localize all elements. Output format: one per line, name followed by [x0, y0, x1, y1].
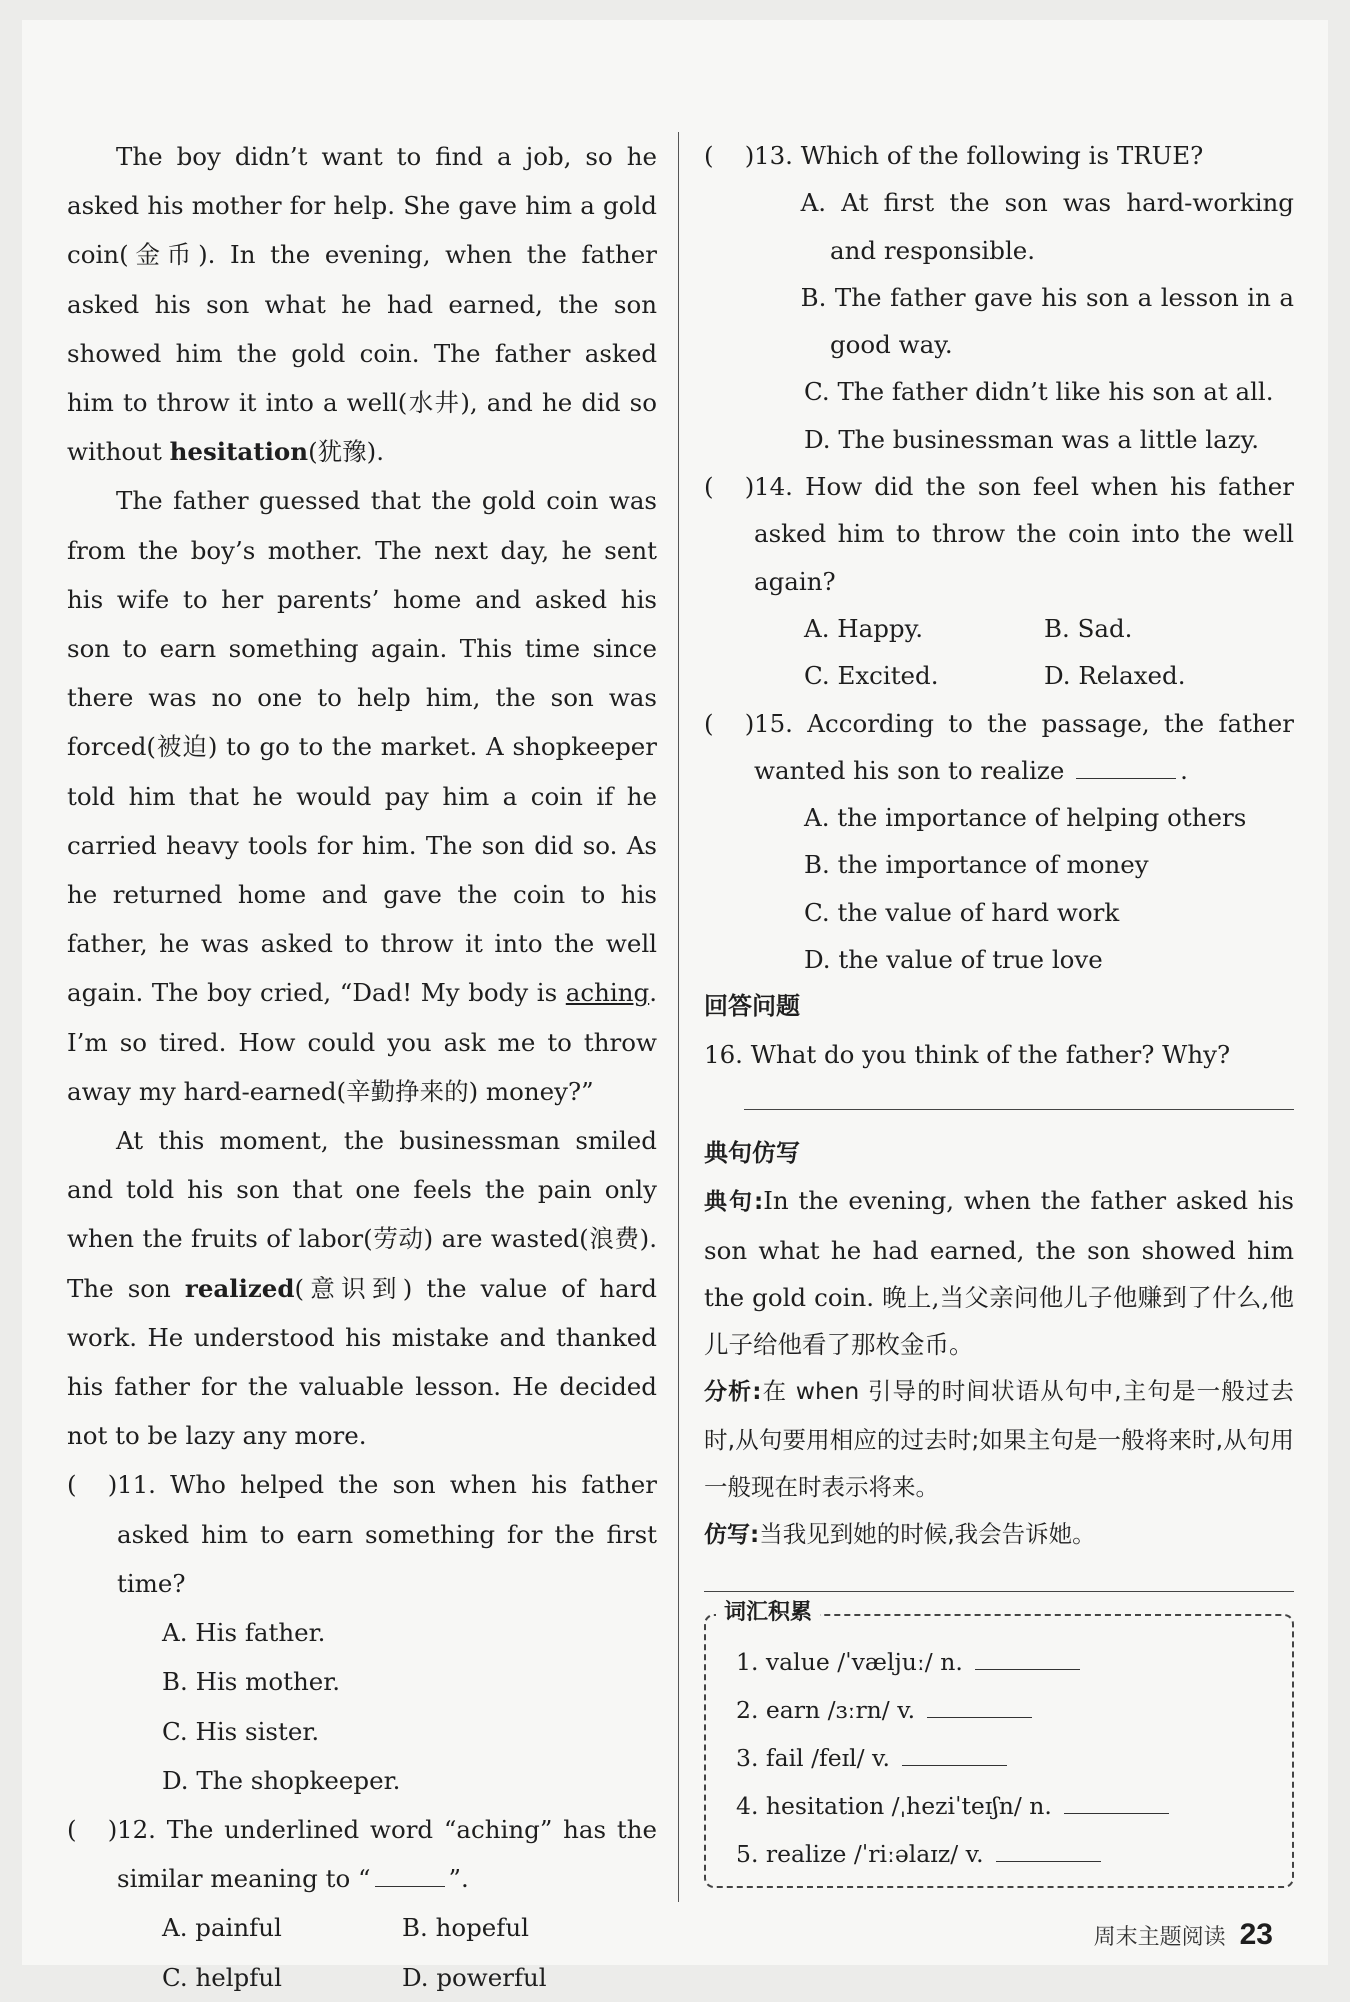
vocab-blank[interactable]	[975, 1649, 1080, 1670]
imitation-heading: 典句仿写	[704, 1138, 800, 1167]
vocab-blank[interactable]	[996, 1841, 1101, 1862]
option-a: A. His father.	[162, 1618, 326, 1648]
option-a: A. painful	[162, 1913, 282, 1943]
question-stem: 13. Which of the following is TRUE?	[754, 141, 1204, 170]
vocab-blank[interactable]	[1064, 1793, 1169, 1814]
answer-paren[interactable]: ( )	[704, 472, 755, 502]
page-number: 23	[1239, 1918, 1273, 1951]
vocab-item: 4. hesitation /ˌheziˈteɪʃn/ n.	[736, 1782, 1272, 1830]
answer-line-16[interactable]	[744, 1108, 1294, 1110]
option-a: A. the importance of helping others	[804, 803, 1247, 833]
right-column	[704, 132, 1294, 1888]
vocab-blank[interactable]	[927, 1697, 1032, 1718]
bold-word-hesitation: hesitation	[169, 437, 309, 467]
option-c: C. His sister.	[162, 1716, 320, 1746]
option-c: C. Excited.	[804, 661, 939, 691]
option-b: B. His mother.	[162, 1667, 341, 1697]
option-b: B. Sad.	[1044, 613, 1133, 643]
option-b: B. the importance of money	[804, 850, 1149, 880]
option-c: C. helpful	[162, 1962, 282, 1992]
vocab-box	[704, 1599, 1294, 1888]
answer-line-imitation[interactable]	[704, 1590, 1294, 1592]
vocab-item: 1. value /ˈvæljuː/ n.	[736, 1638, 1272, 1686]
question-stem: 14. How did the son feel when his father asked him to throw the coin into the well again?	[754, 472, 1294, 596]
answer-paren[interactable]: ( )	[67, 1814, 118, 1844]
option-a: A. Happy.	[804, 613, 923, 643]
option-a: A. At first the son was hard-working and responsible.	[800, 188, 1294, 265]
vocab-item: 2. earn /ɜːrn/ v.	[736, 1686, 1272, 1734]
passage-paragraph-1: The boy didn’t want to find a job, so he asked his mother for help. She gave him a gold coin(金币). In the evening, when the father asked his son what he had earned, the son showed him the gold coin. The father asked him to throw it into a well(水井), and he did so without hesitation(犹豫).	[67, 142, 657, 467]
answer-paren[interactable]: ( )	[67, 1470, 118, 1500]
option-d: D. Relaxed.	[1044, 661, 1186, 691]
column-divider	[678, 132, 679, 1902]
question-12	[67, 1805, 657, 2002]
question-stem: 15. According to the passage, the father wanted his son to realize .	[754, 708, 1294, 785]
option-d: D. The businessman was a little lazy.	[804, 424, 1259, 454]
fill-blank[interactable]	[375, 1866, 445, 1887]
option-c: C. The father didn’t like his son at all.	[804, 377, 1274, 407]
passage-paragraph-2: The father guessed that the gold coin was from the boy’s mother. The next day, he sent his wife to her parents’ home and asked his son to earn something again. This time since there was no one to help him, the son was forced(被迫) to go to the market. A shopkeeper told him that he would pay him a coin if he carried heavy tools for him. The son did so. As he returned home and gave the coin to his father, he was asked to throw it into the well again. The boy cried, “Dad! My body is aching. I’m so tired. How could you ask me to throw away my hard-earned(辛勤挣来的) money?”	[67, 486, 657, 1106]
vocab-title: 词汇积累	[716, 1598, 820, 1628]
question-stem: 12. The underlined word “aching” has the similar meaning to “ ”.	[117, 1814, 657, 1894]
vocab-blank[interactable]	[902, 1745, 1007, 1766]
question-15	[704, 700, 1294, 984]
vocab-item: 3. fail /feɪl/ v.	[736, 1734, 1272, 1782]
answer-section-heading: 回答问题	[704, 992, 800, 1021]
option-d: D. the value of true love	[804, 945, 1103, 975]
vocab-item: 5. realize /ˈriːəlaɪz/ v.	[736, 1830, 1272, 1878]
bold-word-realized: realized	[184, 1273, 295, 1303]
analysis: 分析:在 when 引导的时间状语从句中,主句是一般过去时,从句要用相应的过去时;如果主句是一般将来时,从句用一般现在时表示将来。	[704, 1377, 1294, 1502]
question-stem: 11. Who helped the son when his father asked him to earn something for the first time?	[117, 1470, 657, 1598]
imitate-prompt: 仿写:当我见到她的时候,我会告诉她。	[704, 1520, 1096, 1549]
underlined-word-aching: aching	[565, 978, 650, 1008]
page-footer	[1094, 1918, 1273, 1952]
question-16: 16. What do you think of the father? Why?	[704, 1039, 1231, 1069]
footer-title: 周末主题阅读	[1093, 1925, 1226, 1950]
answer-paren[interactable]: ( )	[704, 141, 755, 170]
option-c: C. the value of hard work	[804, 897, 1120, 927]
fill-blank[interactable]	[1076, 758, 1176, 779]
option-b: B. hopeful	[402, 1913, 529, 1943]
workbook-page	[22, 20, 1328, 1992]
question-13	[704, 132, 1294, 463]
option-d: D. The shopkeeper.	[162, 1765, 401, 1795]
option-d: D. powerful	[402, 1962, 547, 1992]
passage-paragraph-3: At this moment, the businessman smiled and told his son that one feels the pain only when the fruits of labor(劳动) are wasted(浪费). The son realized(意识到) the value of hard work. He understood his mistake and thanked his father for the valuable lesson. He decided not to be lazy any more.	[67, 1126, 657, 1451]
answer-paren[interactable]: ( )	[704, 708, 755, 738]
question-11	[67, 1460, 657, 1804]
left-column	[67, 132, 657, 2002]
option-b: B. The father gave his son a lesson in a good way.	[800, 282, 1294, 360]
example-sentence: 典句:In the evening, when the father asked his son what he had earned, the son showed him the gold coin. 晚上,当父亲问他儿子他赚到了什么,他儿子给他看了那枚金币。	[704, 1186, 1294, 1360]
question-14	[704, 463, 1294, 699]
